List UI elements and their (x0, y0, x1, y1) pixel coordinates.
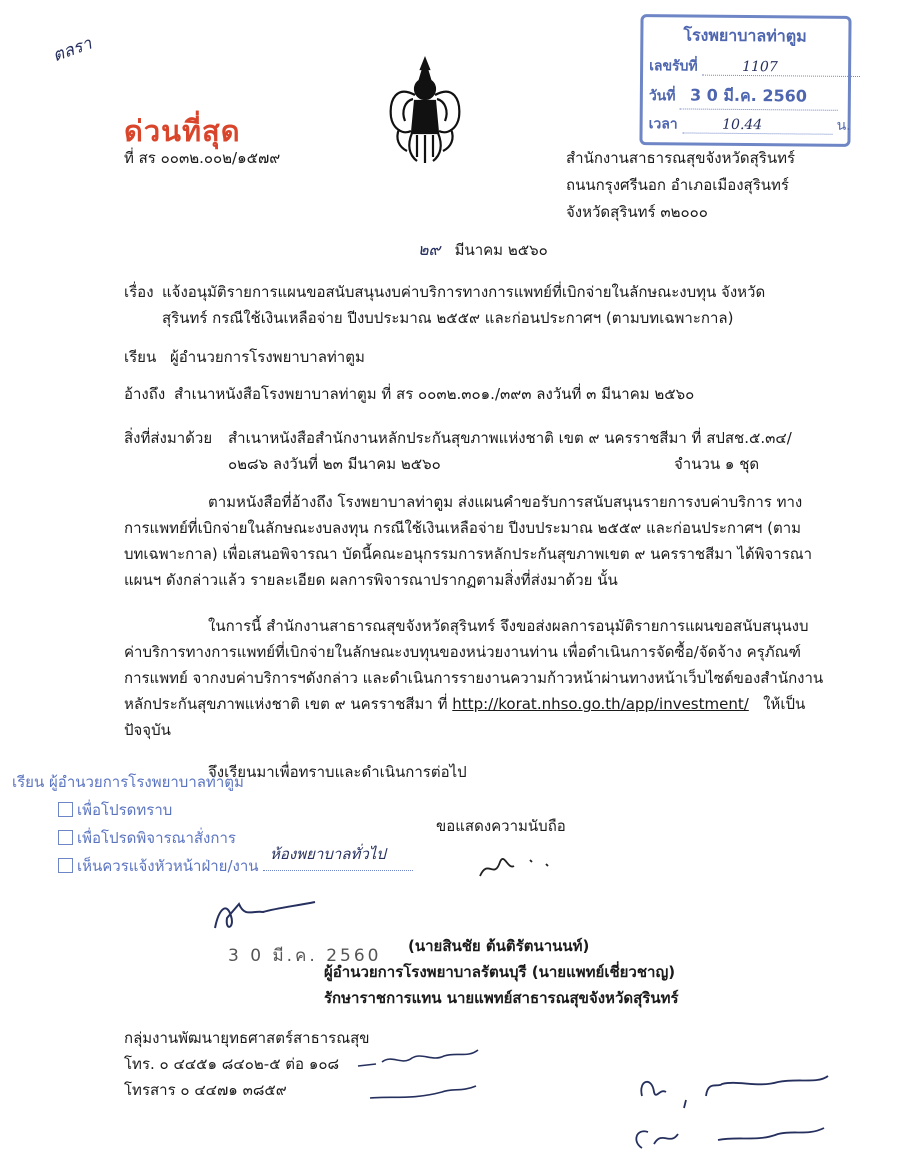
enclosure-line-2: ๐๒๘๖ ลงวันที่ ๒๓ มีนาคม ๒๕๖๐ (228, 455, 441, 473)
salutation-recipient: ผู้อำนวยการโรงพยาบาลท่าตูม (170, 348, 365, 366)
stamp-receive-no: 1107 (702, 59, 860, 77)
paragraph-2-line: การแพทย์ จากงบค่าบริการฯดังกล่าว และดำเนินการรายงานความก้าวหน้าผ่านทางหน้าเว็บไซต์ของสำนักงาน (124, 669, 824, 687)
approval-date: 3 0 มี.ค. 2560 (228, 946, 382, 966)
routing-to-label: เรียน (12, 773, 45, 791)
garuda-icon (383, 55, 467, 167)
garuda-emblem (383, 55, 467, 167)
sender-address-line-3: จังหวัดสุรินทร์ ๓๒๐๐๐ (566, 203, 708, 221)
stamp-label: เวลา (648, 116, 678, 133)
paragraph-1-line: แผนฯ ดังกล่าวแล้ว รายละเอียด ผลการพิจารณาปรากฏตามสิ่งที่ส่งมาด้วย นั้น (124, 571, 618, 589)
paragraph-1-line: ตามหนังสือที่อ้างถึง โรงพยาบาลท่าตูม ส่งแผนคำขอรับการสนับสนุนรายการงบค่าบริการ ทาง (208, 493, 803, 511)
reference-number: ที่ สร ๐๐๓๒.๐๐๒/๑๕๗๙ (124, 149, 281, 167)
investment-link[interactable]: http://korat.nhso.go.th/app/investment/ (452, 695, 749, 713)
stamp-time-suffix: น. (836, 117, 851, 134)
footer-phone: โทร. ๐ ๔๔๕๑ ๘๔๐๒-๕ ต่อ ๑๐๘ (124, 1055, 340, 1073)
stamp-time: 10.44 (682, 116, 832, 134)
routing-stamp-to (12, 772, 244, 792)
date-month-year: มีนาคม ๒๕๖๐ (454, 241, 548, 259)
signature-icon (470, 840, 560, 890)
sender-address-line-2: ถนนกรุงศรีนอก อำเภอเมืองสุรินทร์ (566, 176, 789, 194)
subject-line-2: สุรินทร์ กรณีใช้เงินเหลือจ่าย ปีงบประมาณ ๒๕๕๙ และก่อนประกาศฯ (ตามบทเฉพาะกาล) (162, 309, 734, 327)
paragraph-2-line: ในการนี้ สำนักงานสาธารณสุขจังหวัดสุรินทร์ จึงขอส่งผลการอนุมัติรายการแผนขอสนับสนุนงบ (208, 617, 809, 635)
routing-handwritten-dept: ห้องพยาบาลทั่วไป (270, 845, 386, 863)
stamp-row-time (649, 113, 851, 137)
sender-signature (470, 840, 560, 894)
stamp-row-receive-no (649, 55, 860, 79)
signatory-title-2: รักษาราชการแทน นายแพทย์สาธารณสุขจังหวัดสุรินทร์ (324, 989, 679, 1007)
urgency-label: ด่วนที่สุด (124, 114, 241, 148)
signature-icon (205, 888, 335, 938)
salutation-label: เรียน (124, 348, 157, 366)
paragraph-2-text: หลักประกันสุขภาพแห่งชาติ เขต ๙ นครราชสีมา ที่ (124, 695, 448, 713)
paragraph-2-line (124, 694, 805, 714)
signatory-title-1: ผู้อำนวยการโรงพยาบาลรัตนบุรี (นายแพทย์เชี่ยวชาญ) (324, 963, 676, 981)
paragraph-1-line: การแพทย์ที่เบิกจ่ายในลักษณะงบลงทุน กรณีใช้เงินเหลือจ่าย ปีงบประมาณ ๒๕๕๙ และก่อนประกาศฯ (ตาม (124, 519, 802, 537)
complimentary-close: ขอแสดงความนับถือ (436, 817, 566, 835)
checkbox-icon (58, 830, 73, 845)
routing-to-text: ผู้อำนวยการโรงพยาบาลท่าตูม (49, 773, 244, 791)
checkbox-icon (58, 858, 73, 873)
stamp-row-date (649, 83, 838, 111)
routing-option (58, 828, 236, 848)
sender-address-line-1: สำนักงานสาธารณสุขจังหวัดสุรินทร์ (566, 149, 796, 167)
routing-option (58, 800, 172, 820)
enclosure-line-1: สำเนาหนังสือสำนักงานหลักประกันสุขภาพแห่งชาติ เขต ๙ นครราชสีมา ที่ สปสช.๕.๓๔/ (228, 429, 792, 447)
handwritten-note (352, 1046, 492, 1114)
reference-label: อ้างถึง (124, 385, 166, 403)
paragraph-2-line: ค่าบริการทางการแพทย์ที่เบิกจ่ายในลักษณะงบทุนของหน่วยงานท่าน เพื่อดำเนินการจัดซื้อ/จัดจ้าง ครุภัณฑ์ (124, 643, 801, 661)
subject-label: เรื่อง (124, 283, 154, 301)
corner-initials: ตลรา (49, 33, 95, 67)
paragraph-2-text: ให้เป็น (763, 695, 806, 713)
closing-line: จึงเรียนมาเพื่อทราบและดำเนินการต่อไป (208, 763, 467, 781)
handwriting-icon (628, 1066, 838, 1166)
stamp-label: เลขรับที่ (649, 58, 698, 75)
date-day: ๒๙ (418, 240, 441, 259)
reference-text: สำเนาหนังสือโรงพยาบาลท่าตูม ที่ สร ๐๐๓๒.๓๐๑./๓๙๓ ลงวันที่ ๓ มีนาคม ๒๕๖๐ (174, 385, 695, 403)
routing-option-label: เพื่อโปรดทราบ (77, 801, 173, 819)
stamp-date: 3 0 มี.ค. 2560 (680, 83, 838, 110)
director-signature (205, 888, 335, 942)
enclosure-label: สิ่งที่ส่งมาด้วย (124, 429, 213, 447)
routing-option-label: เห็นควรแจ้งหัวหน้าฝ่าย/งาน (77, 857, 259, 875)
handwritten-note (628, 1066, 838, 1170)
checkbox-icon (58, 802, 73, 817)
stamp-label: วันที่ (648, 88, 676, 105)
signatory-name: (นายสินชัย ต้นติรัตนานนท์) (408, 937, 590, 955)
paragraph-2-line: ปัจจุบัน (124, 721, 171, 739)
footer-fax: โทรสาร ๐ ๔๔๗๑ ๓๘๕๙ (124, 1081, 287, 1099)
subject-line-1: แจ้งอนุมัติรายการแผนขอสนับสนุนงบค่าบริการทางการแพทย์ที่เบิกจ่ายในลักษณะงบทุน จังหวัด (162, 283, 766, 301)
received-stamp (639, 14, 851, 147)
handwriting-icon (352, 1046, 492, 1110)
paragraph-1-line: บทเฉพาะกาล) เพื่อเสนอพิจารณา บัดนี้คณะอนุกรรมการหลักประกันสุขภาพเขต ๙ นครราชสีมา ได้พิจารณา (124, 545, 813, 563)
footer-department: กลุ่มงานพัฒนายุทธศาสตร์สาธารณสุข (124, 1029, 370, 1047)
document-date (418, 240, 548, 260)
routing-option-label: เพื่อโปรดพิจารณาสั่งการ (77, 829, 236, 847)
stamp-org: โรงพยาบาลท่าตูม (683, 25, 807, 46)
enclosure-count: จำนวน ๑ ชุด (674, 455, 760, 473)
